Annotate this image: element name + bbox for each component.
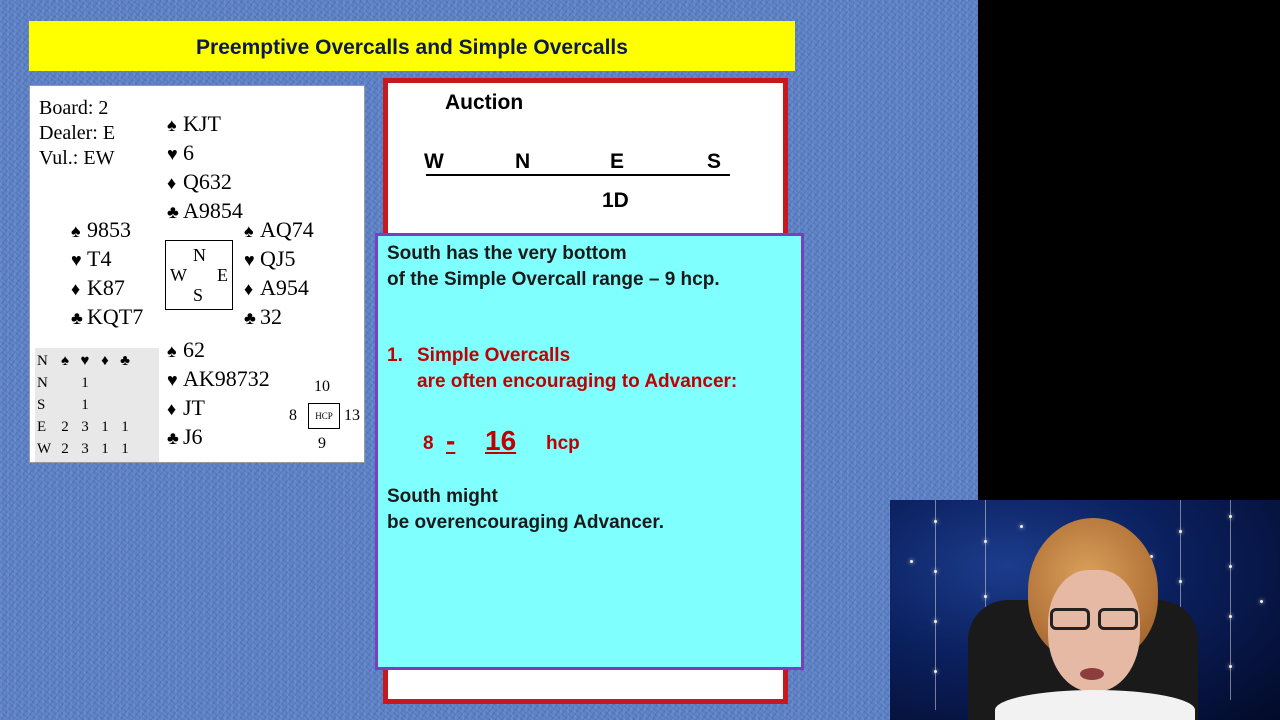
hand-diamonds: ♦ K87 — [71, 274, 143, 303]
item-line-1: Simple Overcalls — [417, 345, 571, 366]
hand-hearts: ♥ 6 — [167, 139, 243, 168]
deal-diagram — [29, 85, 365, 463]
heart-icon: ♥ — [167, 144, 178, 164]
diamond-icon: ♦ — [71, 279, 81, 299]
compass-north: N — [193, 245, 206, 265]
auction-header-east: E — [610, 150, 625, 173]
hand-diamonds: ♦ Q632 — [167, 168, 243, 197]
compass-west: W — [170, 265, 187, 285]
board-number: Board: 2 — [39, 97, 109, 119]
hand-spades: ♠ KJT — [167, 110, 243, 139]
item-line-2: are often encouraging to Advancer: — [417, 371, 738, 392]
range-unit: hcp — [546, 433, 580, 454]
heart-icon: ♥ — [244, 250, 255, 270]
dealer: Dealer: E — [39, 122, 116, 144]
table-row: E 2 3 1 1 — [37, 418, 129, 435]
auction-title: Auction — [445, 91, 524, 114]
auction-divider — [426, 174, 730, 176]
hcp-diagram — [289, 378, 367, 461]
hand-hearts: ♥ T4 — [71, 245, 143, 274]
auction-header-west: W — [424, 150, 444, 173]
heart-icon: ♥ — [167, 370, 178, 390]
range-high: 16 — [485, 425, 517, 456]
table-row: S 1 — [37, 396, 89, 413]
west-hand — [71, 216, 143, 332]
panel-line-1: South has the very bottom — [387, 243, 627, 264]
spade-icon: ♠ — [167, 115, 177, 135]
hand-spades: ♠ 9853 — [71, 216, 143, 245]
title-banner — [29, 21, 795, 71]
range-low: 8 — [423, 433, 434, 454]
diamond-icon: ♦ — [101, 352, 109, 369]
east-hand — [244, 216, 314, 332]
club-icon: ♣ — [120, 352, 130, 369]
auction-header-south: S — [707, 150, 722, 173]
presenter-mouth — [1080, 668, 1104, 680]
hand-spades: ♠ 62 — [167, 336, 270, 365]
table-header-row: N ♠ ♥ ♦ ♣ — [37, 350, 135, 372]
panel-line-4: be overencouraging Advancer. — [387, 512, 664, 533]
hcp-east: 13 — [344, 407, 360, 424]
slide-title: Preemptive Overcalls and Simple Overcalls — [196, 36, 628, 59]
auction-bid-east: 1D — [602, 189, 629, 212]
south-hand — [167, 336, 270, 452]
hand-diamonds: ♦ A954 — [244, 274, 314, 303]
hand-clubs: ♣ KQT7 — [71, 303, 143, 332]
hand-diamonds: ♦ JT — [167, 394, 270, 423]
compass — [165, 240, 233, 310]
panel-line-2: of the Simple Overcall range – 9 hcp. — [387, 269, 720, 290]
hand-spades: ♠ AQ74 — [244, 216, 314, 245]
auction-header-north: N — [515, 150, 531, 173]
spade-icon: ♠ — [167, 341, 177, 361]
table-row: N 1 — [37, 374, 89, 391]
spade-icon: ♠ — [71, 221, 81, 241]
hand-clubs: ♣ J6 — [167, 423, 270, 452]
hcp-north: 10 — [314, 378, 330, 395]
hand-hearts: ♥ AK98732 — [167, 365, 270, 394]
glasses-icon — [1048, 608, 1143, 632]
club-icon: ♣ — [167, 428, 179, 448]
hcp-south: 9 — [318, 435, 326, 452]
hcp-west: 8 — [289, 407, 297, 424]
item-number: 1. — [387, 345, 403, 366]
club-icon: ♣ — [244, 308, 256, 328]
presenter-webcam — [890, 500, 1280, 720]
explanation-panel — [375, 233, 804, 670]
heart-icon: ♥ — [80, 352, 90, 369]
vulnerability: Vul.: EW — [39, 147, 115, 169]
heart-icon: ♥ — [71, 250, 82, 270]
double-dummy-table — [35, 348, 159, 462]
spade-icon: ♠ — [61, 352, 69, 369]
compass-south: S — [193, 285, 204, 305]
board-info — [39, 96, 115, 171]
club-icon: ♣ — [71, 308, 83, 328]
diamond-icon: ♦ — [167, 399, 177, 419]
compass-east: E — [217, 265, 228, 285]
diamond-icon: ♦ — [244, 279, 254, 299]
hand-hearts: ♥ QJ5 — [244, 245, 314, 274]
table-row: W 2 3 1 1 — [37, 440, 129, 457]
range-dash: - — [446, 425, 456, 456]
hand-clubs: ♣ A9854 — [167, 197, 243, 226]
diamond-icon: ♦ — [167, 173, 177, 193]
club-icon: ♣ — [167, 202, 179, 222]
spade-icon: ♠ — [244, 221, 254, 241]
north-hand — [167, 110, 243, 226]
hand-clubs: ♣ 32 — [244, 303, 314, 332]
hcp-label: HCP — [308, 403, 340, 429]
panel-line-3: South might — [387, 486, 498, 507]
